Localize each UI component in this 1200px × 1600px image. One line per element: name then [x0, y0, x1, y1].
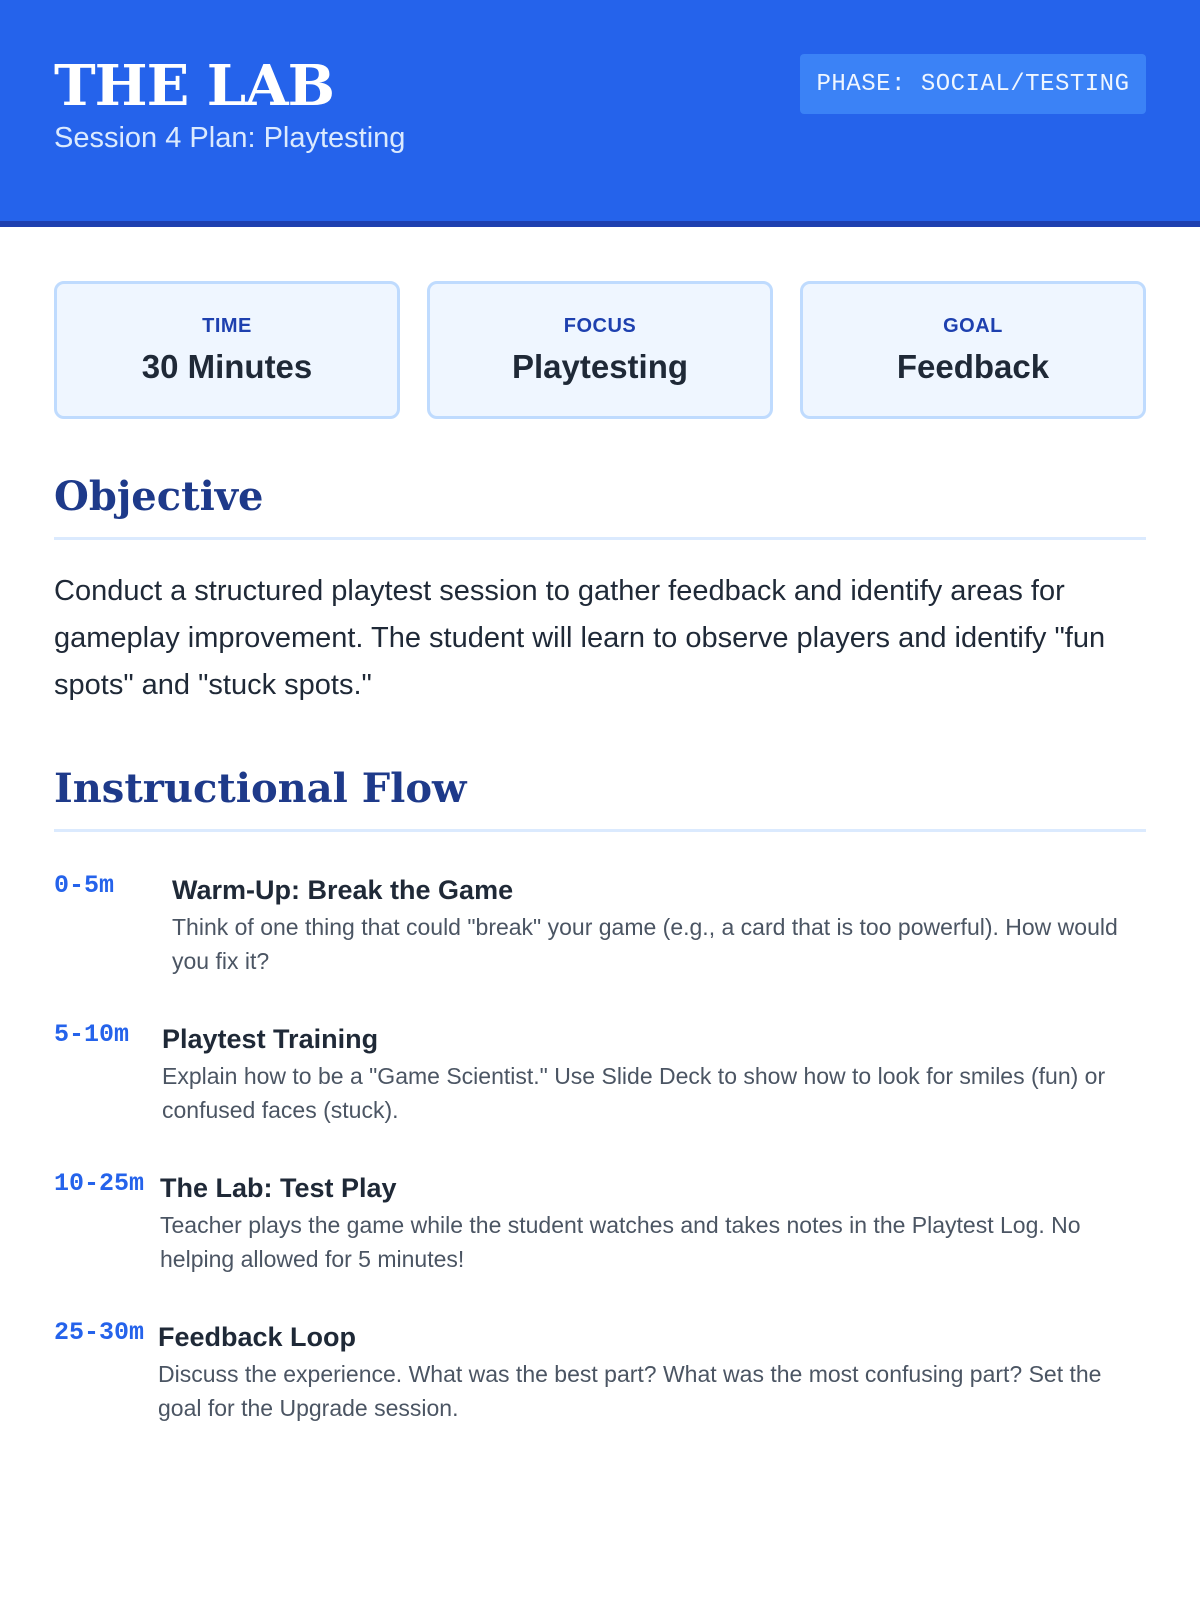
flow-heading: Feedback Loop [158, 1322, 357, 1352]
flow-body [160, 1170, 1146, 1276]
flow-body [162, 1021, 1146, 1127]
stat-card-focus [427, 281, 773, 419]
main-content [0, 227, 1200, 1425]
phase-badge: PHASE: SOCIAL/TESTING [800, 54, 1146, 114]
flow-body [158, 1319, 1146, 1425]
page-title: THE LAB [54, 53, 334, 119]
stat-label: GOAL [943, 314, 1003, 337]
objective-text: Conduct a structured playtest session to gather feedback and identify areas for gameplay improvement. The student will learn to observe players and identify "fun spots" and "stuck spots." [54, 575, 1106, 701]
flow-item [54, 1170, 1146, 1276]
page-subtitle: Session 4 Plan: Playtesting [54, 122, 406, 154]
stat-cards [54, 281, 1146, 419]
flow-description: Teacher plays the game while the student watches and takes notes in the Playtest Log. No helping allowed for 5 minutes! [160, 1212, 1081, 1272]
objective-heading: Objective [54, 473, 1146, 540]
flow-heading: Playtest Training [162, 1024, 379, 1054]
flow-item [54, 1319, 1146, 1425]
flow-description: Think of one thing that could "break" your game (e.g., a card that is too powerful). How would you fix it? [172, 914, 1118, 974]
flow-description: Explain how to be a "Game Scientist." Use Slide Deck to show how to look for smiles (fun) or confused faces (stuck). [162, 1063, 1106, 1123]
flow-time: 5-10m [54, 1020, 130, 1049]
stat-value: Feedback [896, 347, 1050, 385]
page-header [0, 0, 1200, 227]
flow-item [54, 1021, 1146, 1127]
flow-body [172, 872, 1146, 978]
flow-time: 10-25m [54, 1169, 145, 1198]
stat-card-goal [800, 281, 1146, 419]
instructional-flow-heading: Instructional Flow [54, 765, 1146, 832]
flow-list [54, 872, 1146, 1425]
flow-item [54, 872, 1146, 978]
flow-heading: Warm-Up: Break the Game [172, 875, 514, 905]
stat-value: Playtesting [511, 347, 689, 385]
flow-heading: The Lab: Test Play [160, 1173, 397, 1203]
flow-description: Discuss the experience. What was the best part? What was the most confusing part? Set the goal for the Upgrade session. [158, 1361, 1102, 1421]
flow-time: 0-5m [54, 871, 115, 900]
stat-card-time [54, 281, 400, 419]
stat-value: 30 Minutes [141, 347, 313, 385]
stat-label: TIME [202, 314, 252, 337]
flow-time: 25-30m [54, 1318, 145, 1347]
stat-label: FOCUS [563, 314, 637, 337]
